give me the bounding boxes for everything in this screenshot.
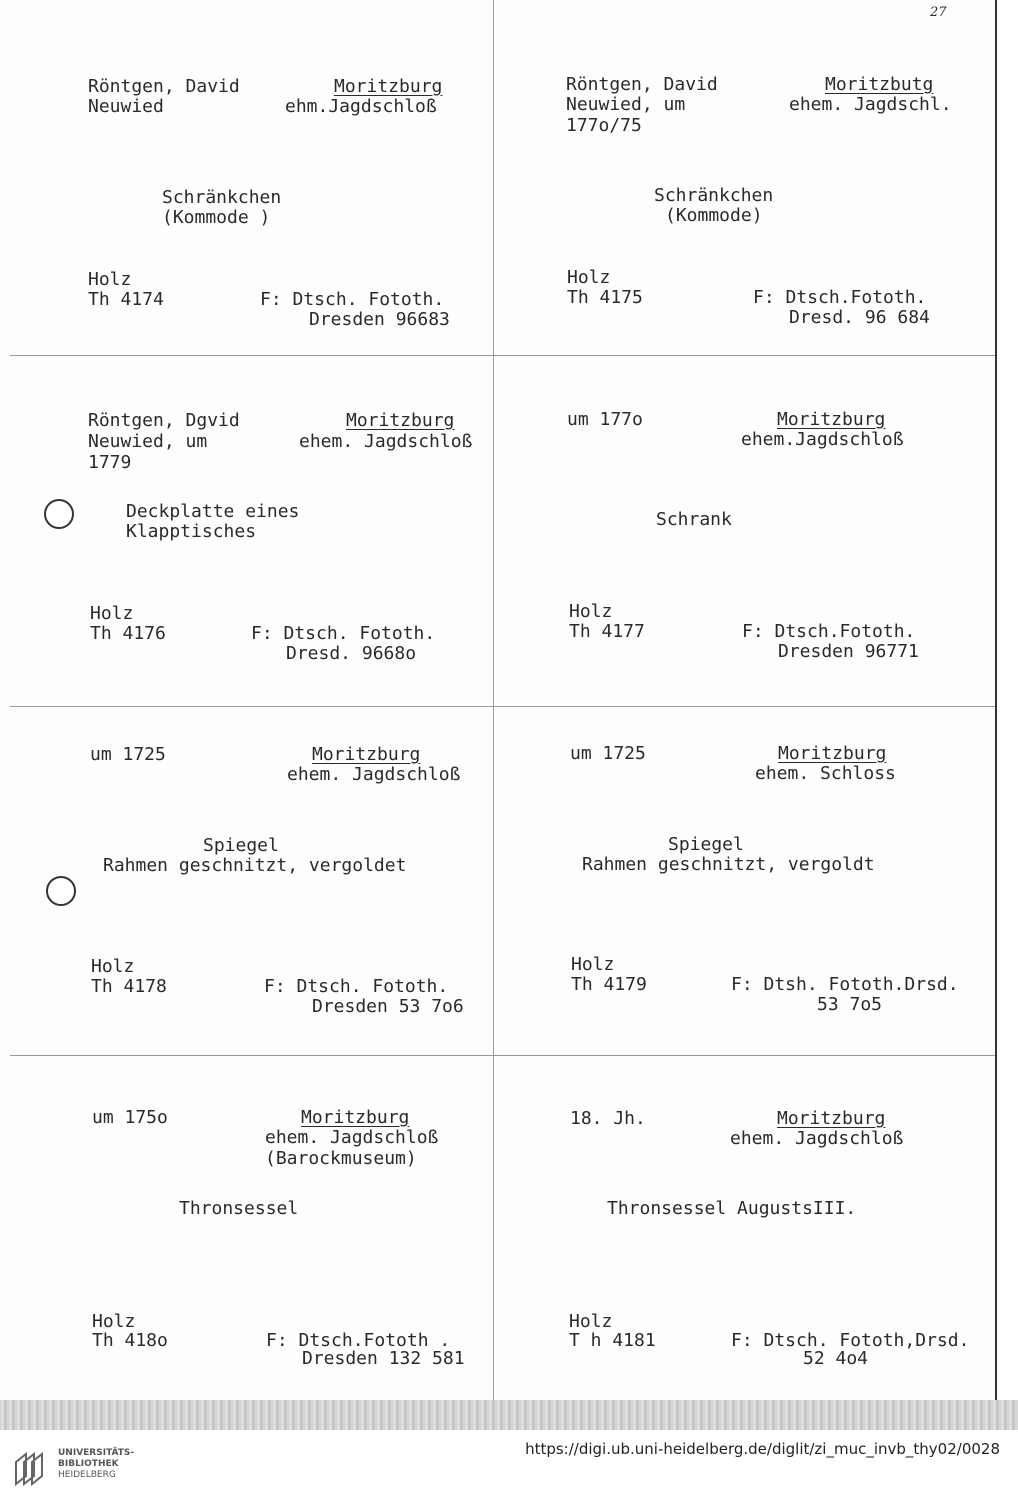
location-sub: ehem. Schloss [755,763,896,784]
object-title: Thronsessel AugustsIII. [607,1198,857,1219]
punch-hole [46,876,76,906]
location: Moritzburg [334,76,443,97]
logo-line: BIBLIOTHEK [58,1459,119,1469]
object-title: Spiegel [203,835,279,856]
source-url-link[interactable]: https://digi.ub.uni-heidelberg.de/diglit/zi_muc_invb_thy02/0028 [525,1440,1000,1458]
page-number: 27 [930,5,947,20]
sheet-edge [995,0,997,1400]
material: Holz [88,269,132,290]
photo-source: F: Dtsch.Fototh. [753,287,927,308]
photo-number: Dresden 53 7o6 [312,996,464,1017]
location-sub: ehem. Jagdschloß [287,764,461,785]
photo-source: F: Dtsch. Fototh. [260,289,445,310]
library-logo-text [58,1448,134,1481]
material: Holz [92,1311,136,1332]
location: Moritzburg [346,410,455,431]
object-subtitle: Klapptisches [126,521,257,542]
artist-line: 1779 [88,452,132,473]
material: Holz [567,267,611,288]
material: Holz [91,956,135,977]
inventory-number: Th 4179 [571,974,647,995]
artist-line: Neuwied, um [566,94,686,115]
photo-source: F: Dtsch.Fototh . [266,1330,451,1351]
object-title: Schrank [656,509,732,530]
location: Moritzburg [301,1107,410,1128]
artist-line: Röntgen, David [566,74,718,95]
artist-line: Neuwied, um [88,431,208,452]
inventory-number: Th 4175 [567,287,643,308]
photo-source: F: Dtsch.Fototh. [742,621,916,642]
inventory-number: T h 4181 [569,1330,656,1351]
artist-line: Neuwied [88,96,164,117]
photo-number: Dresd. 9668o [286,643,417,664]
photo-source: F: Dtsch. Fototh. [264,976,449,997]
object-title: Schränkchen [162,187,282,208]
row-divider [10,1055,995,1056]
row-divider [10,355,995,356]
location-sub: (Barockmuseum) [265,1148,417,1169]
location: Moritzburg [778,743,887,764]
scan-edge-strip [0,1400,1018,1430]
location-sub: ehem.Jagdschloß [741,429,904,450]
row-divider [10,706,995,707]
object-subtitle: (Kommode) [665,205,763,226]
column-divider [493,0,494,1400]
material: Holz [569,1311,613,1332]
location-sub: ehem. Jagdschl. [789,94,952,115]
object-subtitle: Rahmen geschnitzt, vergoldt [582,854,875,875]
photo-number: Dresden 96771 [778,641,919,662]
location: Moritzbutg [825,74,934,95]
date-line: um 1725 [90,744,166,765]
punch-hole [44,499,74,529]
inventory-number: Th 4178 [91,976,167,997]
location: Moritzburg [777,409,886,430]
inventory-number: Th 4177 [569,621,645,642]
object-title: Thronsessel [179,1198,299,1219]
material: Holz [569,601,613,622]
inventory-number: Th 4174 [88,289,164,310]
artist-line: 177o/75 [566,115,642,136]
location: Moritzburg [312,744,421,765]
footer-bar [0,1430,1018,1503]
location-sub: ehem. Jagdschloß [265,1127,439,1148]
location-sub: ehem. Jagdschloß [730,1128,904,1149]
photo-source: F: Dtsh. Fototh.Drsd. [731,974,959,995]
logo-line: HEIDELBERG [58,1470,116,1480]
location: Moritzburg [777,1108,886,1129]
artist-line: Röntgen, Dgvid [88,410,240,431]
object-subtitle: (Kommode ) [162,207,271,228]
object-subtitle: Rahmen geschnitzt, vergoldet [103,855,407,876]
library-logo-icon [12,1448,48,1488]
material: Holz [571,954,615,975]
photo-source: F: Dtsch. Fototh. [251,623,436,644]
photo-source: F: Dtsch. Fototh,Drsd. [731,1330,970,1351]
material: Holz [90,603,134,624]
object-title: Deckplatte eines [126,501,300,522]
photo-number: 53 7o5 [817,994,883,1015]
logo-line: UNIVERSITÄTS- [58,1448,135,1458]
location-sub: ehem. Jagdschloß [299,431,473,452]
artist-line: Röntgen, David [88,76,240,97]
photo-number: Dresd. 96 684 [789,307,930,328]
date-line: um 177o [567,409,643,430]
location-sub: ehm.Jagdschloß [285,96,437,117]
object-title: Schränkchen [654,185,774,206]
object-title: Spiegel [668,834,744,855]
photo-number: Dresden 132 581 [302,1348,465,1369]
date-line: um 1725 [570,743,646,764]
inventory-number: Th 418o [92,1330,168,1351]
photo-number: Dresden 96683 [309,309,450,330]
inventory-number: Th 4176 [90,623,166,644]
photo-number: 52 4o4 [803,1348,869,1369]
date-line: 18. Jh. [570,1108,646,1129]
date-line: um 175o [92,1107,168,1128]
